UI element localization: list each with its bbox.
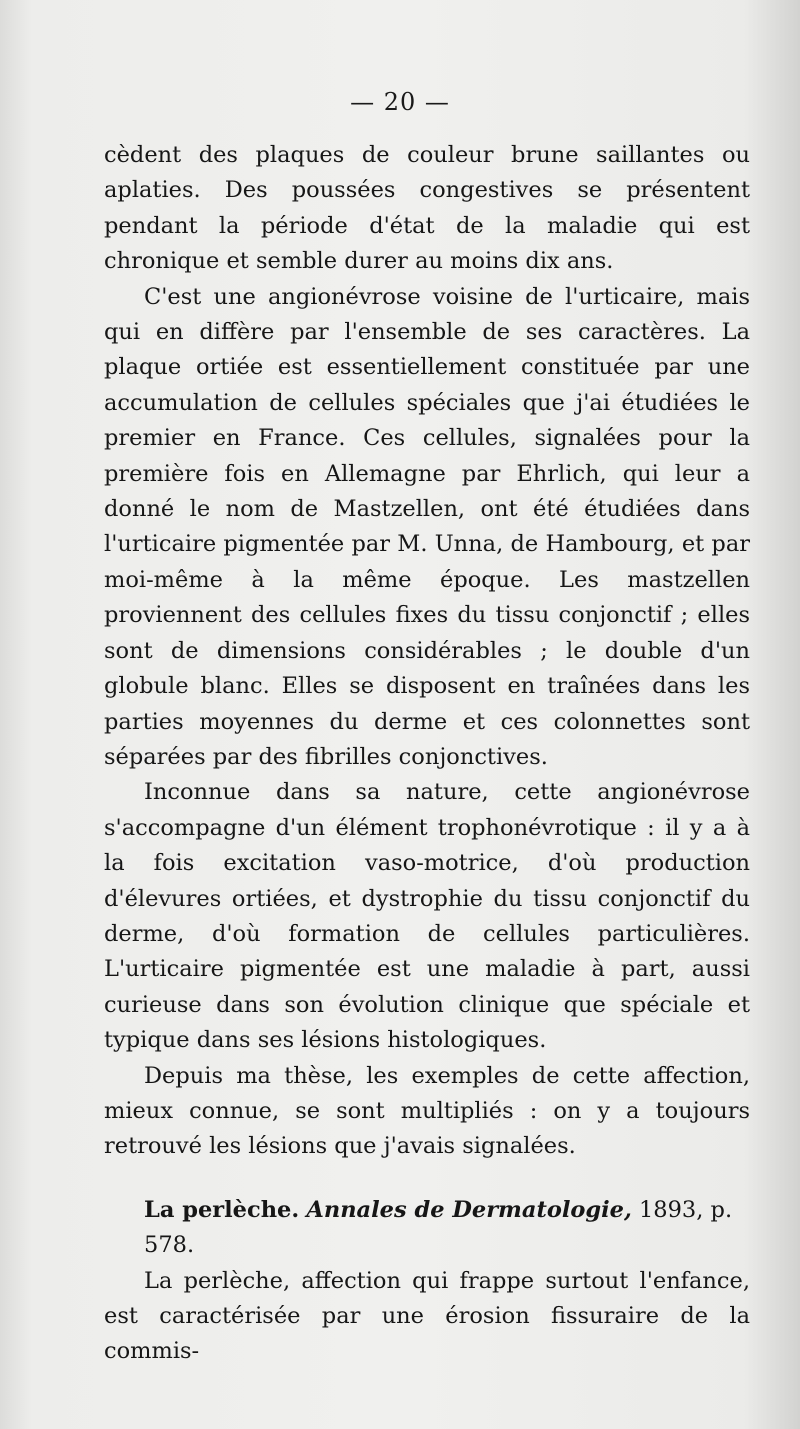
- paragraph-trophoneurotic: Inconnue dans sa nature, cette angionévrose s'accompagne d'un élément trophonévrotique : il y a à la fois excitation vaso-motrice, d'où production d'élevures ortiées, et dystrophie du tissu conjonctif du derme, d'où formation de cellules particulières. L'urticaire pigmentée est une maladie à part, aussi curieuse dans son évolution clinique que spéciale et typique dans ses lésions histologiques.: [104, 779, 750, 1054]
- paragraph-angioneurosis: C'est une angionévrose voisine de l'urticaire, mais qui en diffère par l'ensemble de ses caractères. La plaque ortiée est essentiellement constituée par une accumulation de cellules spéciales que j'ai étudiées le premier en France. Ces cellules, signalées pour la première fois en Allemagne par Ehrlich, qui leur a donné le nom de Mastzellen, ont été étudiées dans l'urticaire pigmentée par M. Unna, de Hambourg, et par moi-même à la même époque. Les mastzellen proviennent des cellules fixes du tissu conjonctif ; elles sont de dimensions considérables ; le double d'un globule blanc. Elles se disposent en traînées dans les parties moyennes du derme et ces colonnettes sont séparées par des fibrilles conjonctives.: [104, 283, 750, 770]
- paragraph-perleche: La perlèche, affection qui frappe surtout l'enfance, est caractérisée par une érosion fissuraire de la commis-: [104, 1267, 750, 1365]
- paragraph-continuation: cèdent des plaques de couleur brune saillantes ou aplaties. Des poussées congestives se présentent pendant la période d'état de la maladie qui est chronique et semble durer au moins dix ans.: [104, 142, 750, 275]
- section-heading-line: [104, 1193, 750, 1264]
- citation-details: 1893, p. 578.: [144, 1196, 733, 1259]
- page-number: — 20 —: [350, 88, 450, 116]
- section-title: La perlèche.: [144, 1196, 300, 1223]
- page-body: [104, 138, 750, 1370]
- paragraph-since-thesis: Depuis ma thèse, les exemples de cette affection, mieux connue, se sont multipliés : on y a toujours retrouvé les lésions que j'avais signalées.: [104, 1062, 750, 1160]
- journal-title: Annales de Dermatologie,: [306, 1196, 632, 1223]
